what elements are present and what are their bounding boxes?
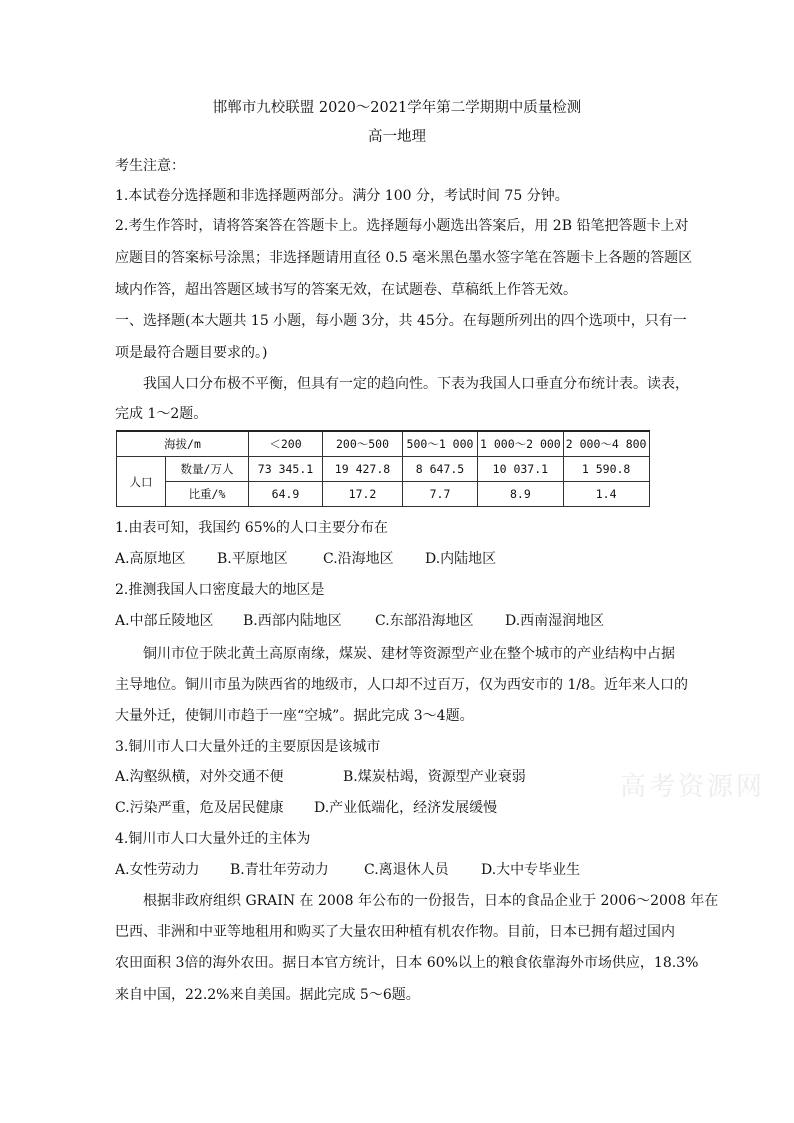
table-column-header: 200～500 <box>323 431 403 457</box>
table-row <box>117 482 650 507</box>
table-cell: 8.9 <box>478 482 564 507</box>
option-b: B.平原地区 <box>217 551 288 567</box>
table-cell: 1.4 <box>563 482 649 507</box>
option-b: B.煤炭枯竭，资源型产业衰弱 <box>343 769 526 785</box>
question-2-stem: 2.推测我国人口密度最大的地区是 <box>115 582 325 598</box>
question-2-options <box>115 611 604 631</box>
passage-3-line-3: 农田面积 3倍的海外农田。据日本官方统计，日本 60%以上的粮食依靠海外市场供应，18.3% <box>115 955 699 971</box>
table-cell: 19 427.8 <box>323 457 403 482</box>
notice-heading: 考生注意： <box>115 158 185 174</box>
table-cell: 64.9 <box>249 482 323 507</box>
option-a: A.高原地区 <box>115 551 186 567</box>
population-altitude-table <box>116 430 650 507</box>
option-c: C.东部沿海地区 <box>375 613 474 629</box>
passage-3-line-2: 巴西、非洲和中亚等地租用和购买了大量农田种植有机农作物。目前，日本已拥有超过国内 <box>115 924 675 940</box>
question-3-stem: 3.铜川市人口大量外迁的主要原因是该城市 <box>115 739 381 755</box>
question-1-options <box>115 549 496 569</box>
question-3-options-row-2 <box>115 798 497 818</box>
passage-2-line-3: 大量外迁，使铜川市趋于一座“空城”。据此完成 3～4题。 <box>115 708 474 724</box>
passage-3-line-1: 根据非政府组织 GRAIN 在 2008 年公布的一份报告，日本的食品企业于 2006～2008 年在 <box>143 893 719 909</box>
watermark: 高考资源网 <box>620 772 766 802</box>
table-column-header: 2 000～4 800 <box>563 431 649 457</box>
option-d: D.西南湿润地区 <box>505 613 605 629</box>
table-column-header: ＜200 <box>249 431 323 457</box>
section-heading-line-1: 一、选择题(本大题共 15 小题，每小题 3分，共 45分。在每题所列出的四个选项中，只有一 <box>115 313 687 329</box>
table-cell: 10 037.1 <box>478 457 564 482</box>
table-row-label: 比重/% <box>166 482 249 507</box>
table-header-altitude: 海拔/m <box>117 431 249 457</box>
notice-item-2-line-3: 域内作答，超出答题区域书写的答案无效，在试题卷、草稿纸上作答无效。 <box>115 282 577 298</box>
passage-1-line-2: 完成 1～2题。 <box>115 406 208 422</box>
question-1-stem: 1.由表可知，我国约 65%的人口主要分布在 <box>115 520 388 536</box>
passage-2-line-2: 主导地位。铜川市虽为陕西省的地级市，人口却不过百万，仅为西安市的 1/8。近年来人口的 <box>115 677 688 693</box>
table-cell: 1 590.8 <box>563 457 649 482</box>
option-b: B.西部内陆地区 <box>243 613 342 629</box>
option-c: C.污染严重，危及居民健康 <box>115 800 284 816</box>
table-column-header: 1 000～2 000 <box>478 431 564 457</box>
question-4-options <box>115 860 580 880</box>
exam-title: 邯郸市九校联盟 2020～2021学年第二学期期中质量检测 <box>212 100 582 116</box>
passage-3-line-4: 来自中国，22.2%来自美国。据此完成 5～6题。 <box>115 987 420 1003</box>
table-cell: 8 647.5 <box>403 457 478 482</box>
notice-item-1: 1.本试卷分选择题和非选择题两部分。满分 100 分，考试时间 75 分钟。 <box>115 188 569 204</box>
table-cell: 7.7 <box>403 482 478 507</box>
question-4-stem: 4.铜川市人口大量外迁的主体为 <box>115 831 311 847</box>
table-header-row <box>117 431 650 457</box>
exam-subject: 高一地理 <box>368 129 426 145</box>
option-d: D.内陆地区 <box>425 551 497 567</box>
table-row-label: 数量/万人 <box>166 457 249 482</box>
table-row <box>117 457 650 482</box>
question-3-options-row-1 <box>115 767 526 787</box>
option-c: C.沿海地区 <box>323 551 394 567</box>
section-heading-line-2: 项是最符合题目要求的。) <box>115 345 268 361</box>
table-group-label: 人口 <box>117 457 166 507</box>
passage-1-line-1: 我国人口分布极不平衡，但具有一定的趋向性。下表为我国人口垂直分布统计表。读表， <box>143 376 689 392</box>
table-cell: 17.2 <box>323 482 403 507</box>
notice-item-2-line-2: 应题目的答案标号涂黑；非选择题请用直径 0.5 毫米黑色墨水签字笔在答题卡上各题的答题区 <box>115 250 693 266</box>
table-column-header: 500～1 000 <box>403 431 478 457</box>
option-c: C.离退休人员 <box>364 862 449 878</box>
notice-item-2-line-1: 2.考生作答时，请将答案答在答题卡上。选择题每小题选出答案后，用 2B 铅笔把答题卡上对 <box>115 218 689 234</box>
option-a: A.中部丘陵地区 <box>115 613 214 629</box>
option-b: B.青壮年劳动力 <box>230 862 329 878</box>
option-d: D.大中专毕业生 <box>481 862 581 878</box>
table-cell: 73 345.1 <box>249 457 323 482</box>
option-a: A.女性劳动力 <box>115 862 200 878</box>
passage-2-line-1: 铜川市位于陕北黄土高原南缘，煤炭、建材等资源型产业在整个城市的产业结构中占据 <box>143 646 675 662</box>
option-a: A.沟壑纵横，对外交通不便 <box>115 769 284 785</box>
option-d: D.产业低端化，经济发展缓慢 <box>314 800 498 816</box>
